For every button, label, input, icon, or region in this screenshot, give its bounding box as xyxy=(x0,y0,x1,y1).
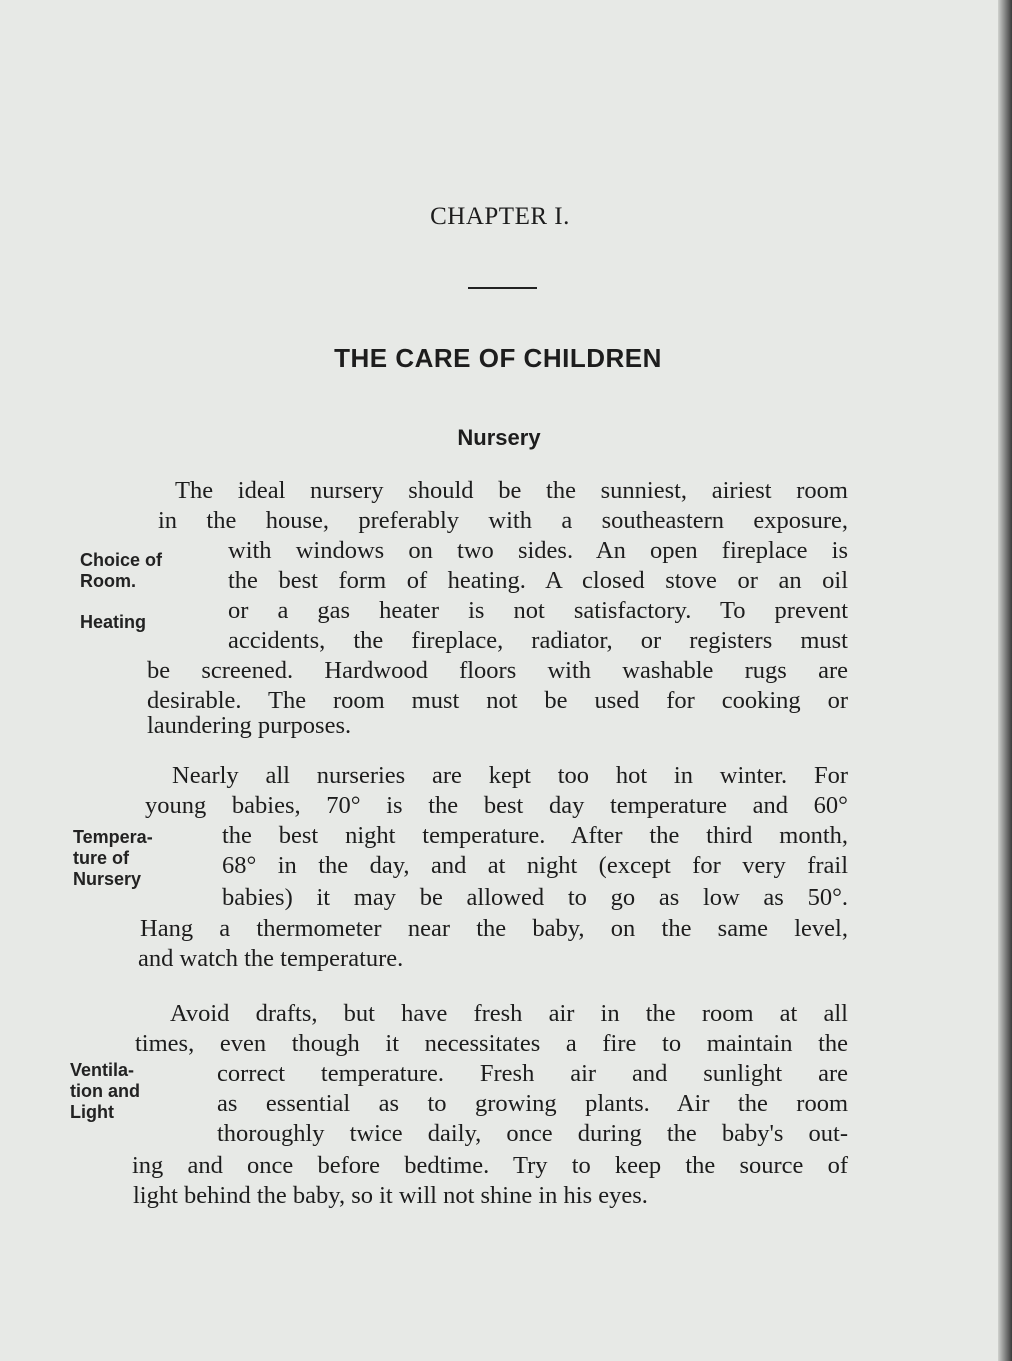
text-line: times, even though it necessitates a fire to maintain the xyxy=(135,1030,848,1057)
text-line: The ideal nursery should be the sunniest, airiest room xyxy=(175,477,848,504)
margin-note xyxy=(73,827,153,890)
text-line: the best form of heating. A closed stove or an oil xyxy=(228,567,848,594)
text-line: babies) it may be allowed to go as low as 50°. xyxy=(222,884,848,911)
text-line: thoroughly twice daily, once during the baby's out- xyxy=(217,1120,848,1147)
margin-note-line: tion and xyxy=(70,1081,140,1101)
text-line: desirable. The room must not be used for cooking or xyxy=(147,687,848,714)
text-line: as essential as to growing plants. Air the room xyxy=(217,1090,848,1117)
text-line: be screened. Hardwood floors with washable rugs are xyxy=(147,657,848,684)
margin-note-line: Choice of xyxy=(80,550,163,570)
margin-note xyxy=(80,550,162,592)
margin-note xyxy=(80,612,146,633)
text-line: or a gas heater is not satisfactory. To prevent xyxy=(228,597,848,624)
text-line: 68° in the day, and at night (except for very frail xyxy=(222,852,848,879)
margin-note-line: Light xyxy=(70,1102,114,1122)
divider-rule xyxy=(468,287,537,289)
text-line: in the house, preferably with a southeastern exposure, xyxy=(158,507,848,534)
margin-note-line: Heating xyxy=(80,612,147,632)
margin-note-line: Tempera- xyxy=(73,827,153,847)
text-line: Hang a thermometer near the baby, on the same level, xyxy=(140,915,848,942)
text-line: young babies, 70° is the best day temperature and 60° xyxy=(145,792,848,819)
chapter-heading: CHAPTER I. xyxy=(430,203,570,230)
text-line: and watch the temperature. xyxy=(138,945,404,972)
section-heading: Nursery xyxy=(457,425,541,450)
book-edge xyxy=(998,0,1012,1361)
margin-note-line: Ventila- xyxy=(70,1060,135,1080)
margin-note xyxy=(70,1060,140,1123)
margin-note-line: Nursery xyxy=(73,869,142,889)
text-line: laundering purposes. xyxy=(147,712,352,739)
text-line: light behind the baby, so it will not shine in his eyes. xyxy=(133,1182,648,1209)
chapter-title: THE CARE OF CHILDREN xyxy=(334,343,662,373)
text-line: Nearly all nurseries are kept too hot in winter. For xyxy=(172,762,848,789)
text-line: ing and once before bedtime. Try to keep the source of xyxy=(132,1152,848,1179)
margin-note-line: Room. xyxy=(80,571,136,591)
text-line: Avoid drafts, but have fresh air in the room at all xyxy=(170,1000,848,1027)
margin-note-line: ture of xyxy=(73,848,129,868)
text-line: the best night temperature. After the third month, xyxy=(222,822,848,849)
text-line: correct temperature. Fresh air and sunlight are xyxy=(217,1060,848,1087)
text-line: accidents, the fireplace, radiator, or registers must xyxy=(228,627,848,654)
text-line: with windows on two sides. An open fireplace is xyxy=(228,537,848,564)
